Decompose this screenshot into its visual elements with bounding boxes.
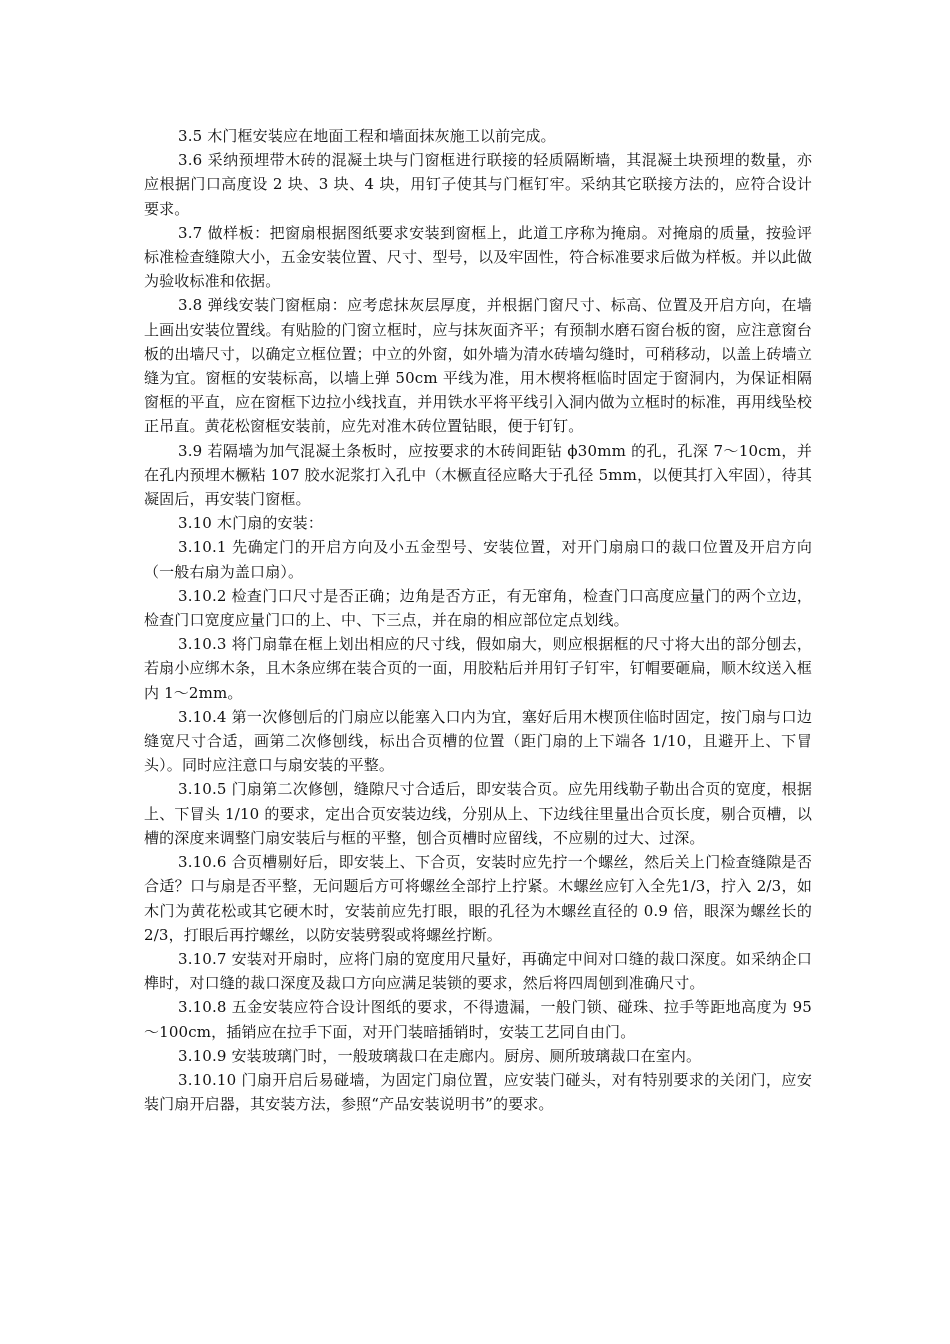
paragraph-3-6: 3.6 采纳预埋带木砖的混凝土块与门窗框进行联接的轻质隔断墙，其混凝土块预埋的数量，亦应根据门口高度设 2 块、3 块、4 块，用钉子使其与门框钉牢。采纳其它联接方法的，应符合设计要求。 [144, 151, 812, 218]
paragraph-3-8: 3.8 弹线安装门窗框扇：应考虑抹灰层厚度，并根据门窗尺寸、标高、位置及开启方向，在墙上画出安装位置线。有贴脸的门窗立框时，应与抹灰面齐平；有预制水磨石窗台板的窗，应注意窗台板的出墙尺寸，以确定立框位置；中立的外窗，如外墙为清水砖墙勾缝时，可稍移动，以盖上砖墙立缝为宜。窗框的安装标高，以墙上弹 50cm 平线为准，用木楔将框临时固定于窗洞内，为保证相隔窗框的平直，应在窗框下边拉小线找直，并用铁水平将平线引入洞内做为立框时的标准，再用线坠校正吊直。黄花松窗框安装前，应先对准木砖位置钻眼，便于钉钉。 [144, 296, 812, 436]
paragraph-3-10-4: 3.10.4 第一次修刨后的门扇应以能塞入口内为宜，塞好后用木楔顶住临时固定，按门扇与口边缝宽尺寸合适，画第二次修刨线，标出合页槽的位置（距门扇的上下端各 1/10，且避开上、下冒头）。同时应注意口与扇安装的平整。 [144, 707, 812, 775]
paragraph-3-10-7: 3.10.7 安装对开扇时，应将门扇的宽度用尺量好，再确定中间对口缝的裁口深度。如采纳企口榫时，对口缝的裁口深度及裁口方向应满足装锁的要求，然后将四周刨到准确尺寸。 [144, 949, 812, 993]
document-body [144, 124, 812, 1116]
paragraph-3-7: 3.7 做样板：把窗扇根据图纸要求安装到窗框上，此道工序称为掩扇。对掩扇的质量，按验评标准检查缝隙大小，五金安装位置、尺寸、型号，以及牢固性，符合标准要求后做为样板。并以此做为验收标准和依据。 [144, 223, 812, 291]
paragraph-3-10-8: 3.10.8 五金安装应符合设计图纸的要求，不得遗漏，一般门锁、碰珠、拉手等距地高度为 95～100cm，插销应在拉手下面，对开门装暗插销时，安装工艺同自由门。 [144, 998, 812, 1041]
paragraph-3-10-5: 3.10.5 门扇第二次修刨，缝隙尺寸合适后，即安装合页。应先用线勒子勒出合页的宽度，根据上、下冒头 1/10 的要求，定出合页安装边线，分别从上、下边线往里量出合页长度，剔合页槽，以槽的深度来调整门扇安装后与框的平整，刨合页槽时应留线，不应剔的过大、过深。 [144, 780, 812, 847]
paragraph-3-10-1: 3.10.1 先确定门的开启方向及小五金型号、安装位置，对开门扇扇口的裁口位置及开启方向（一般右扇为盖口扇）。 [144, 538, 812, 581]
paragraph-3-10-3: 3.10.3 将门扇靠在框上划出相应的尺寸线，假如扇大，则应根据框的尺寸将大出的部分刨去，若扇小应绑木条，且木条应绑在装合页的一面，用胶粘后并用钉子钉牢，钉帽要砸扁，顺木纹送入框内 1～2mm。 [144, 635, 812, 702]
paragraph-3-10-6: 3.10.6 合页槽剔好后，即安装上、下合页，安装时应先拧一个螺丝，然后关上门检查缝隙是否合适？口与扇是否平整，无问题后方可将螺丝全部拧上拧紧。木螺丝应钉入全先1/3，拧入 2/3，如木门为黄花松或其它硬木时，安装前应先打眼，眼的孔径为木螺丝直径的 0.9 倍，眼深为螺丝长的 2/3，打眼后再拧螺丝，以防安装劈裂或将螺丝拧断。 [144, 853, 812, 944]
paragraph-3-10: 3.10 木门扇的安装： [178, 514, 323, 533]
paragraph-3-10-10: 3.10.10 门扇开启后易碰墙，为固定门扇位置，应安装门碰头，对有特别要求的关闭门，应安装门扇开启器，其安装方法，参照“产品安装说明书”的要求。 [144, 1070, 812, 1114]
paragraph-3-10-2: 3.10.2 检查门口尺寸是否正确；边角是否方正，有无窜角，检查门口高度应量门的两个立边，检查门口宽度应量门口的上、中、下三点，并在扇的相应部位定点划线。 [144, 586, 812, 630]
paragraph-3-5: 3.5 木门框安装应在地面工程和墙面抹灰施工以前完成。 [178, 127, 556, 145]
paragraph-3-10-9: 3.10.9 安装玻璃门时，一般玻璃裁口在走廊内。厨房、厕所玻璃裁口在室内。 [178, 1046, 702, 1065]
paragraph-3-9: 3.9 若隔墙为加气混凝土条板时，应按要求的木砖间距钻 ϕ30mm 的孔，孔深 7～10cm，并在孔内预埋木橛粘 107 胶水泥浆打入孔中（木橛直径应略大于孔径 5mm，以便其打入牢固），待其凝固后，再安装门窗框。 [144, 441, 812, 509]
